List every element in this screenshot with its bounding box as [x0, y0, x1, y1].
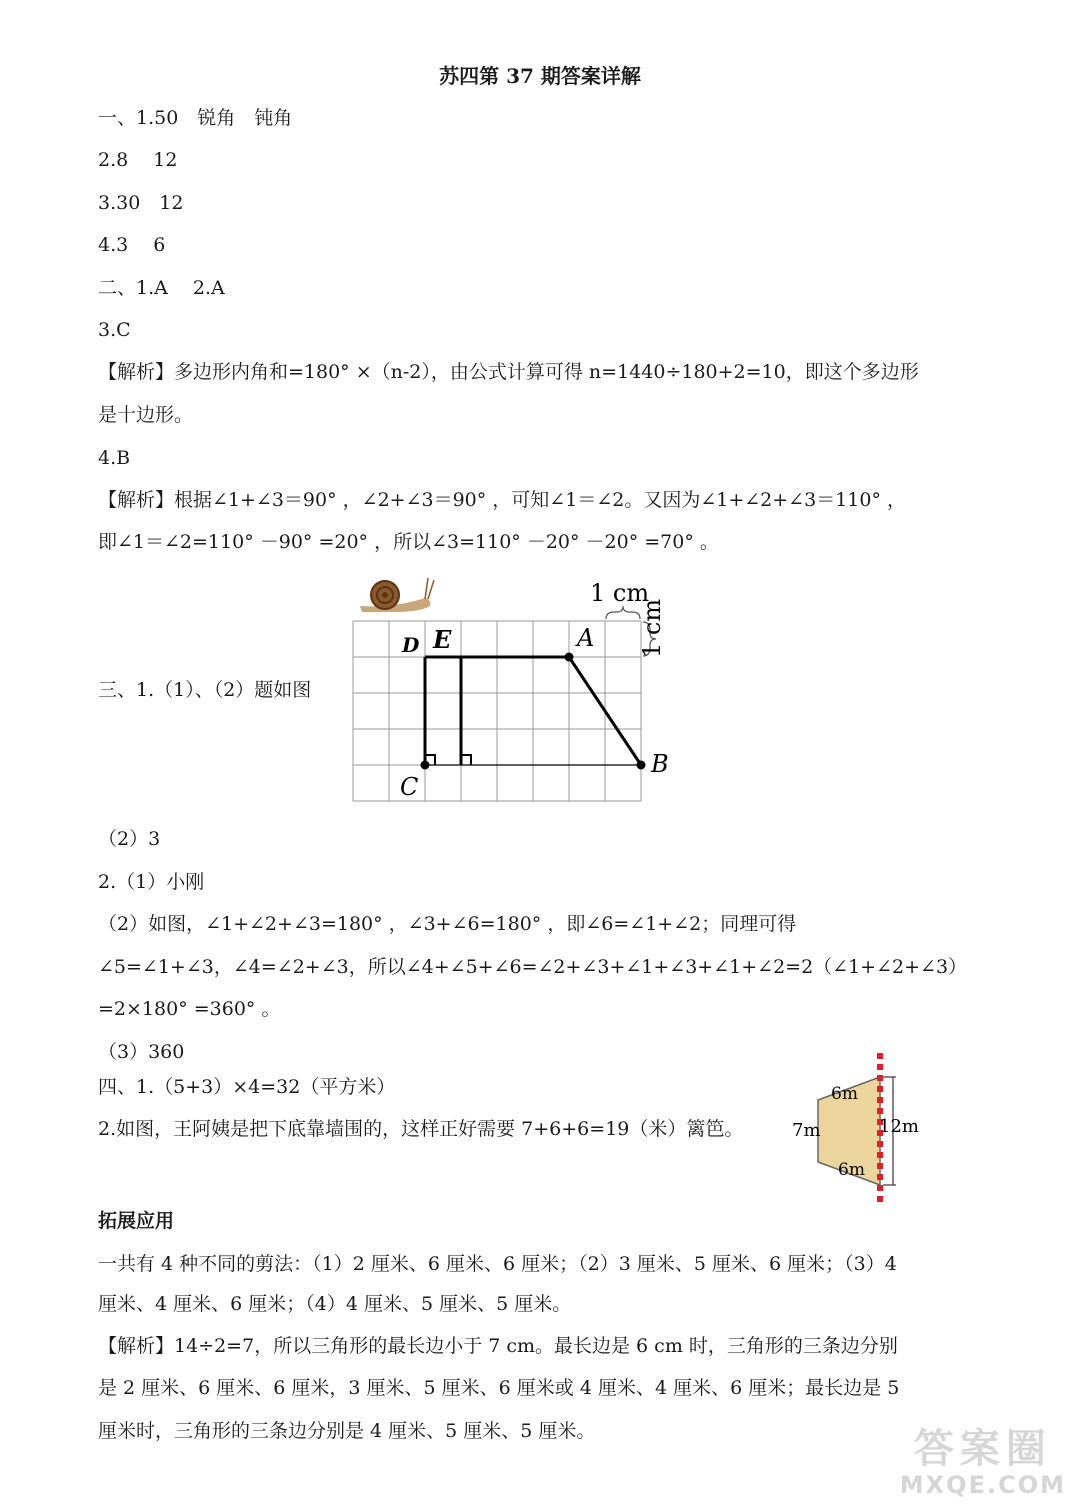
- brace-top: [606, 606, 640, 619]
- grid-figure: [340, 565, 690, 810]
- answer-line: 3.C: [98, 319, 131, 341]
- label-A: A: [577, 624, 595, 652]
- fence-figure: [785, 1048, 925, 1206]
- answer-line: （2）如图，∠1+∠2+∠3=180° ，∠3+∠6=180° ，即∠6=∠1+∠2；同理可得: [98, 913, 797, 935]
- answer-line: （3）360: [98, 1041, 185, 1063]
- point-C: [421, 761, 430, 770]
- label-1cm-side: 1 cm: [638, 598, 666, 658]
- label-6m-top: 6m: [831, 1084, 858, 1104]
- answer-line: 三、1.（1）、（2）题如图: [98, 679, 312, 701]
- analysis-line: 【解析】多边形内角和=180° ×（n-2），由公式计算可得 n=1440÷180+2=10，即这个多边形: [98, 361, 919, 383]
- point-A: [565, 653, 574, 662]
- watermark: [900, 1427, 1066, 1499]
- analysis-line: 【解析】根据∠1+∠3＝90° ，∠2+∠3＝90° ，可知∠1＝∠2。又因为∠1+∠2+∠3＝110° ，: [98, 489, 906, 511]
- analysis-line: 【解析】14÷2=7，所以三角形的最长边小于 7 cm。最长边是 6 cm 时，三角形的三条边分别: [98, 1335, 898, 1357]
- label-B: B: [651, 750, 669, 778]
- answer-line: =2×180° =360° 。: [98, 998, 281, 1020]
- answer-line: 厘米、4 厘米、6 厘米；（4）4 厘米、5 厘米、5 厘米。: [98, 1293, 572, 1315]
- watermark-url: MXQE.COM: [899, 1471, 1066, 1499]
- label-E: E: [433, 625, 452, 654]
- answer-line: 4.3 6: [98, 234, 166, 256]
- answer-line: 2.（1）小刚: [98, 871, 205, 893]
- analysis-line: 厘米时，三角形的三条边分别是 4 厘米、5 厘米、5 厘米。: [98, 1420, 596, 1442]
- label-1cm-top: 1 cm: [590, 579, 650, 607]
- analysis-line: 是十边形。: [98, 404, 194, 426]
- label-D: D: [402, 633, 420, 657]
- answer-line: 3.30 12: [98, 192, 184, 214]
- answer-line: 2.如图，王阿姨是把下底靠墙围的，这样正好需要 7+6+6=19（米）篱笆。: [98, 1118, 744, 1140]
- answer-line: 2.8 12: [98, 149, 178, 171]
- right-angle-marks: [425, 755, 471, 765]
- point-B: [637, 761, 646, 770]
- answer-line: ∠5=∠1+∠3，∠4=∠2+∠3，所以∠4+∠5+∠6=∠2+∠3+∠1+∠3+∠1+∠2=2（∠1+∠2+∠3）: [98, 956, 968, 978]
- answer-line: 二、1.A 2.A: [98, 277, 225, 299]
- label-C: C: [400, 773, 419, 801]
- section-heading: 拓展应用: [98, 1210, 175, 1232]
- answer-line: 四、1.（5+3）×4=32（平方米）: [98, 1076, 396, 1098]
- label-7m: 7m: [792, 1120, 821, 1141]
- analysis-line: 是 2 厘米、6 厘米、6 厘米，3 厘米、5 厘米、6 厘米或 4 厘米、4 厘米、6 厘米；最长边是 5: [98, 1377, 900, 1399]
- snail-icon: [360, 578, 434, 612]
- analysis-line: 即∠1＝∠2=110° －90° =20° ，所以∠3=110° －20° －20° =70° 。: [98, 531, 719, 553]
- answer-line: （2）3: [98, 828, 161, 850]
- label-12m: 12m: [879, 1116, 919, 1137]
- answer-line: 4.B: [98, 447, 131, 469]
- label-6m-bottom: 6m: [838, 1160, 865, 1180]
- grid-lines: [353, 621, 641, 801]
- watermark-main: 答案圈: [913, 1426, 1052, 1472]
- answer-line: 一、1.50 锐角 钝角: [98, 107, 293, 129]
- page-title: 苏四第 37 期答案详解: [439, 64, 641, 88]
- answer-line: 一共有 4 种不同的剪法：（1）2 厘米、6 厘米、6 厘米；（2）3 厘米、5 厘米、6 厘米；（3）4: [98, 1253, 897, 1275]
